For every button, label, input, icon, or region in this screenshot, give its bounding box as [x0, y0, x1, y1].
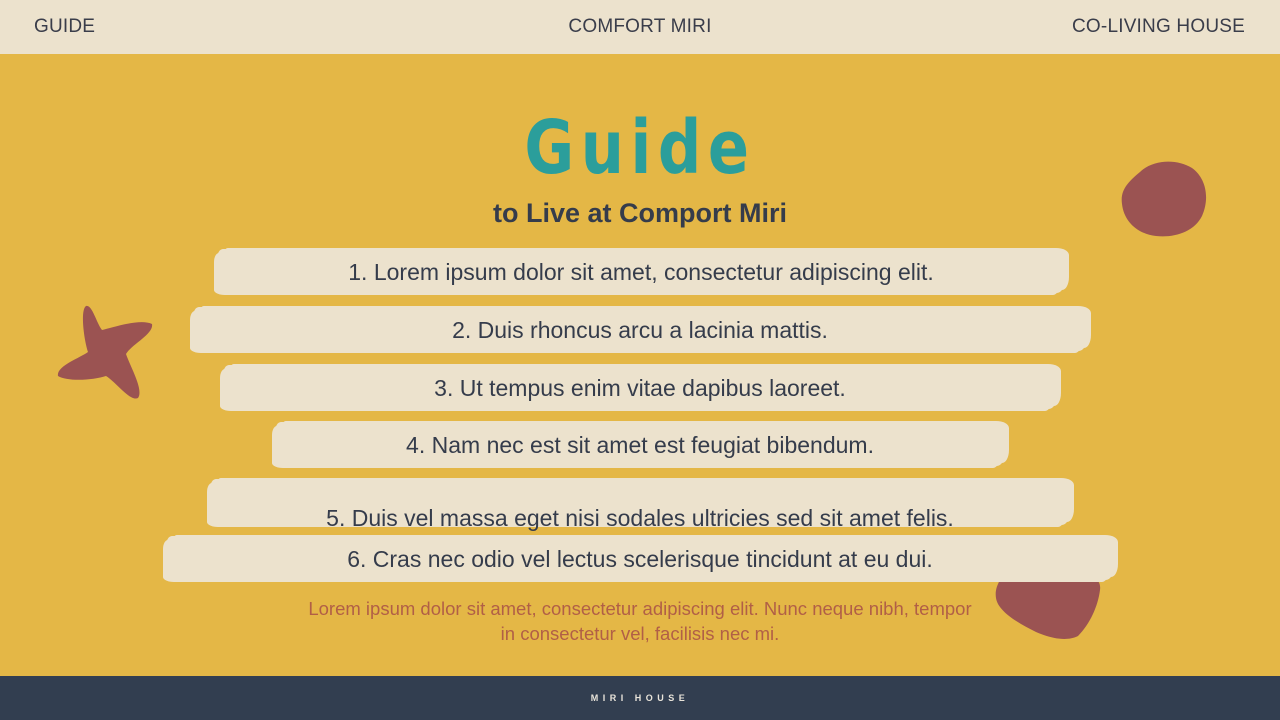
list-item: 3. Ut tempus enim vitae dapibus laoreet.: [223, 365, 1057, 409]
list-item: 1. Lorem ipsum dolor sit amet, consectetur adipiscing elit.: [217, 249, 1065, 293]
star-shape-icon: [54, 300, 158, 406]
caption-text: Lorem ipsum dolor sit amet, consectetur adipiscing elit. Nunc neque nibh, tempor in consectetur vel, facilisis nec mi.: [308, 598, 972, 644]
list-item: 4. Nam nec est sit amet est feugiat bibendum.: [275, 422, 1005, 466]
page-title: Guide: [524, 105, 756, 191]
header-brand-label: COMFORT MIRI: [568, 16, 712, 37]
header-house-label: CO-LIVING HOUSE: [1072, 16, 1245, 37]
header-guide-label: GUIDE: [34, 16, 96, 37]
footer-brand: MIRI HOUSE: [590, 693, 690, 703]
page-subtitle: to Live at Comport Miri: [492, 198, 787, 228]
top-bar: [0, 0, 1280, 54]
list-item: 6. Cras nec odio vel lectus scelerisque tincidunt at eu dui.: [166, 536, 1114, 580]
list-item: 2. Duis rhoncus arcu a lacinia mattis.: [193, 307, 1087, 351]
footer-bar: [0, 676, 1280, 720]
list-item: 5. Duis vel massa eget nisi sodales ultricies sed sit amet felis.: [210, 479, 1070, 525]
